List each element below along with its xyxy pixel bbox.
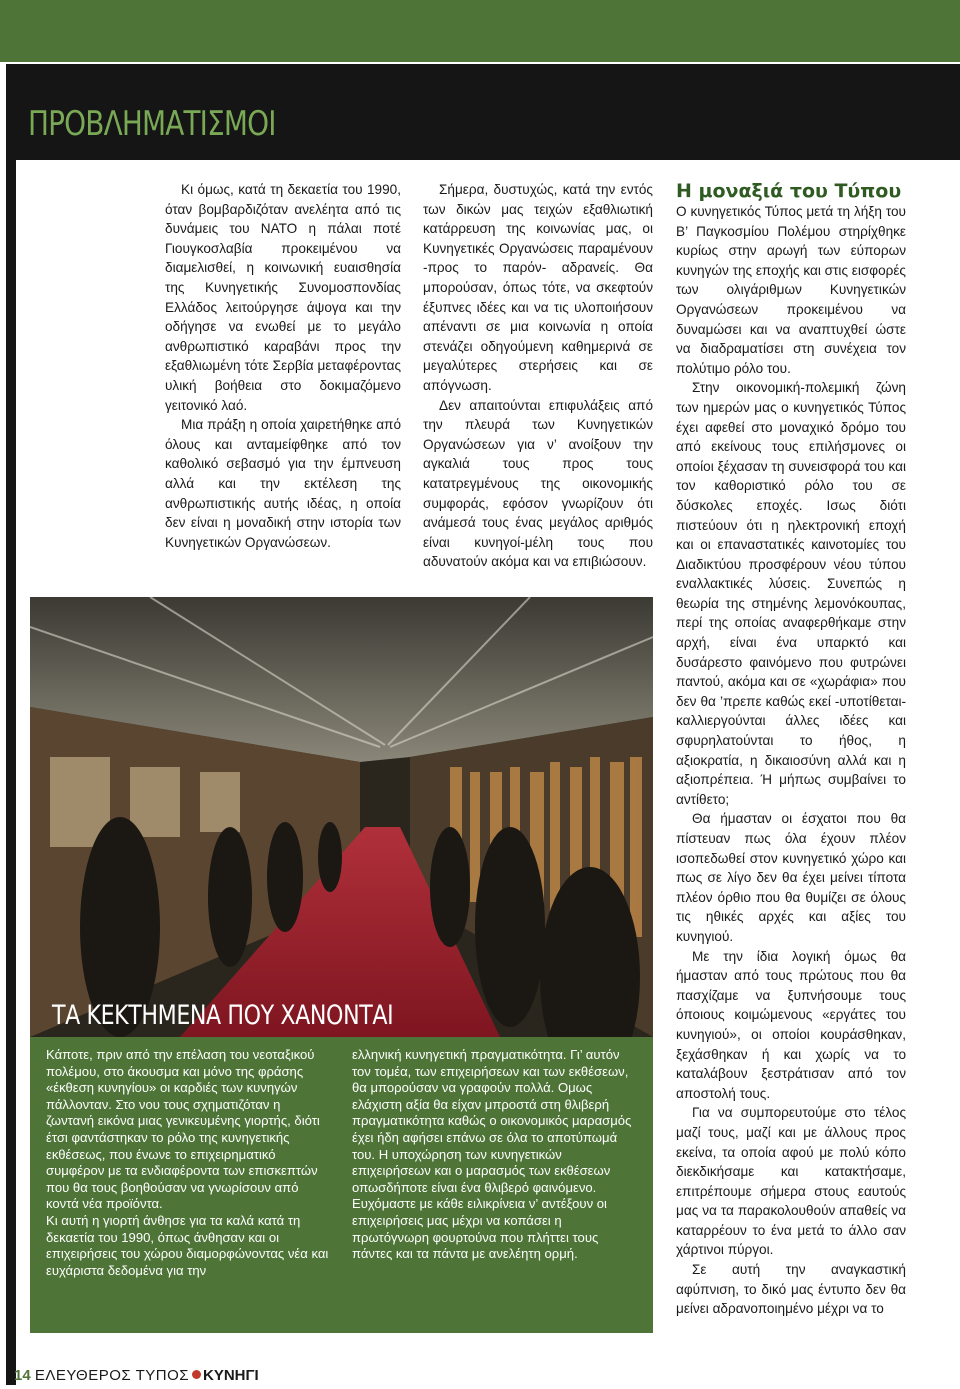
paragraph: ελληνική κυνηγετική πραγματικότητα. Γι’ αυτόν τον τομέα, των επιχειρήσεων και των εκθέσεων, θα μπορούσαν να γραφούν πολλά. Ομως ελάχιστη αξία θα είχαν μπροστά στη θλιβερή πραγματικότητα καθώς ο οικονομικός μαρασμός έχει ήδη αφήσει επάνω σε όλα το αποτύπωμά του. Η υποχώρηση των κυνηγετικών επιχειρήσεων και ο μαρασμός των εκθέσεων οπωσδήποτε είναι ένα θλιβερό φαινόμενο. Ευχόμαστε με κάθε ειλικρίνεια ν’ αντέξουν οι επιχειρήσεις μας μέχρι να κοπάσει η πρωτόγνωρη φουρτούνα που πλήττει τους πάντες και τα πάντα με ανελέητη ορμή. (352, 1047, 632, 1262)
paragraph: Σε αυτή την αναγκαστική αφύπνιση, το δικό μας έντυπο δεν θα μείνει αδρανοποιημένο μέχρι να το (676, 1262, 906, 1317)
top-color-bar (0, 0, 960, 62)
dot-icon (192, 1370, 201, 1379)
paragraph: Μια πράξη η οποία χαιρετήθηκε από όλους και ανταμείφθηκε από τον καθολικό σεβασμό για την έμπνευση αλλά και την εκτέλεση της ανθρωπιστικής αυτής ιδέας, η οποία δεν είναι η μοναδική στην ιστορία των Κυνηγετικών Οργανώσεων. (165, 417, 401, 550)
box-title: ΤΑ ΚΕΚΤΗΜΕΝΑ ΠΟΥ ΧΑΝΟΝΤΑΙ (52, 1000, 394, 1031)
subheading: Η μοναξιά του Τύπου (676, 180, 902, 202)
paragraph: Κι όμως, κατά τη δεκαετία του 1990, όταν βομβαρδιζόταν ανελέητα από τις δυνάμεις του ΝΑΤΟ η πάλαι ποτέ Γιουγκοσλαβία προκειμένου να διαμελισθεί, η κοινωνική ευαισθησία της Κυνηγετικής Συνομοσπονδίας Ελλάδος λειτούργησε άψογα και την οδήγησε να ενωθεί με το μεγάλο ανθρωπιστικό καραβάνι προς την εξαθλιωμένη τότε Σερβία μεταφέροντας υλική βοήθεια στο δοκιμαζόμενο γειτονικό λαό. (165, 182, 401, 413)
paragraph: Στην οικονομική-πολεμική ζώνη των ημερών μας ο κυνηγετικός Τύπος έχει αφεθεί στο μοναχικό δρόμο του από εκείνους τους επιλήσμονες οι οποίοι ξέχασαν τη συνεισφορά του και τον καθοριστικό ρόλο του σε δύσκολες εποχές. Ισως διότι πιστεύουν ότι η ηλεκτρονική εποχή και οι επαναστατικές καινοτομίες του Διαδικτύου προσφέρουν νέου τύπου εναλλακτικές λύσεις. Συνεπώς η θεωρία της στημένης λεμονόκουπας, περί της οποίας αναφερθήκαμε στην αρχή, είναι ένα υπαρκτό και δυσάρεστο φαινόμενο που φυτρώνει παντού, ακόμα και σε «χωράφια» που δεν θα ’πρεπε καθώς εκεί -υποτίθεται- καλλιεργούνται άλλες ιδέες και σφυρηλατούνται το ήθος, η αξιοκρατία, η δικαιοσύνη αλλά και η αξιοπρέπεια. Ή μήπως συμβαίνει το αντίθετο; (676, 380, 906, 807)
page-number: 14 (14, 1367, 31, 1384)
paragraph: Με την ίδια λογική όμως θα ήμασταν από τους πρώτους που θα πασχίζαμε να ξυπνήσουμε τους όποιους κοιμώμενους «εργάτες του κυνηγιού», οι οποίοι κουράσθηκαν, ξεχάσθηκαν ή και χωρίς να το καταλάβουν ξεστράτισαν από τον αποστολή τους. (676, 948, 906, 1101)
box-column-1 (46, 1047, 329, 1279)
article-column-3 (676, 180, 906, 1319)
photo-illustration (30, 597, 653, 1037)
paragraph: Σήμερα, δυστυχώς, κατά την εντός των δικών μας τειχών εξαθλιωτική κατάρρευση της κοινωνίας μας, οι Κυνηγετικές Οργανώσεις παραμένουν -προς το παρόν- αδρανείς. Θα μπορούσαν, όπως τότε, να σκεφτούν έξυπνες ιδέες και να τις υλοποιήσουν απέναντι σε μια κοινωνία η οποία στενάζει οδηγούμενη καθημερινά σε μεγαλύτερες στερήσεις και σε απόγνωση. (423, 182, 653, 393)
exhibition-hall-photo (30, 597, 653, 1037)
article-column-2 (423, 180, 653, 572)
section-title: ΠΡΟΒΛΗΜΑΤΙΣΜΟΙ (28, 104, 276, 144)
paragraph: Ο κυνηγετικός Τύπος μετά τη λήξη του Β’ Παγκοσμίου Πολέμου στηρίχθηκε κυρίως στην αρωγή των εύπορων κυνηγών της εποχής και στις εισφορές των ολιγάριθμων Κυνηγετικών Οργανώσεων προκειμένου να δυναμώσει και να αναπτυχθεί ώστε να διαδραματίσει στη συνέχεια τον πολύτιμο ρόλο του. (676, 204, 906, 376)
paragraph: Κι αυτή η γιορτή άνθησε για τα καλά κατά τη δεκαετία του 1990, όπως άνθησαν και οι επιχειρήσεις του χώρου διαμορφώνοντας νέα και ευχάριστα δεδομένα για την (46, 1212, 329, 1278)
left-margin-rule (6, 160, 16, 1385)
article-column-1 (165, 180, 401, 552)
brand-name: ΚΥΝΗΓΙ (203, 1367, 259, 1384)
box-column-2 (352, 1047, 637, 1263)
paragraph: Θα ήμασταν οι έσχατοι που θα πίστευαν πως όλα έχουν πλέον ισοπεδωθεί στον κυνηγετικό χώρο και πως σε λίγο δεν θα έχει μείνει τίποτα πλέον όρθιο που θα θυμίζει σε όλους τις ηθικές αρχές και αξίες του κυνηγιού. (676, 811, 906, 944)
magazine-name: ΕΛΕΥΘΕΡΟΣ ΤΥΠΟΣ (34, 1367, 190, 1384)
paragraph: Για να συμπορευτούμε στο τέλος μαζί τους, μαζί και με άλλους προς εκείνα, τα οποία αφού με πολύ κόπο διεκδικήσαμε και κατακτήσαμε, επιτρέπουμε σήμερα στους εαυτούς μας να τα παρακολουθούν απαθείς να καταρρέουν το ένα μετά το άλλο σαν χάρτινοι πύργοι. (676, 1105, 906, 1258)
paragraph: Κάποτε, πριν από την επέλαση του νεοταξικού πολέμου, στο άκουσμα και μόνο της φράσης «έκθεση κυνηγίου» οι καρδιές των κυνηγών πάλλονταν. Στο νου τους σχηματιζόταν η ζωντανή εικόνα μιας γενικευμένης γιορτής, διότι έτσι φαντάστηκαν το ρόλο της κυνηγετικής εκθέσεως, που ένωνε το επιχειρηματικό συμφέρον με τα ενδιαφέροντα των επισκεπτών που θα τους βοηθούσαν να γνωρίσουν από κοντά νέα προϊόντα. (46, 1047, 320, 1212)
paragraph: Δεν απαιτούνται επιφυλάξεις από την πλευρά των Κυνηγετικών Οργανώσεων για ν’ ανοίξουν την αγκαλιά τους προς τους κατατρεγμένους της οικονομικής συμφοράς, εφόσον γνωρίζουν ότι ανάμεσά τους ένας μεγάλος αριθμός είναι κυνηγοί-μέλη τους που αδυνατούν ακόμα και να επιβιώσουν. (423, 397, 653, 570)
page-footer (14, 1367, 259, 1384)
